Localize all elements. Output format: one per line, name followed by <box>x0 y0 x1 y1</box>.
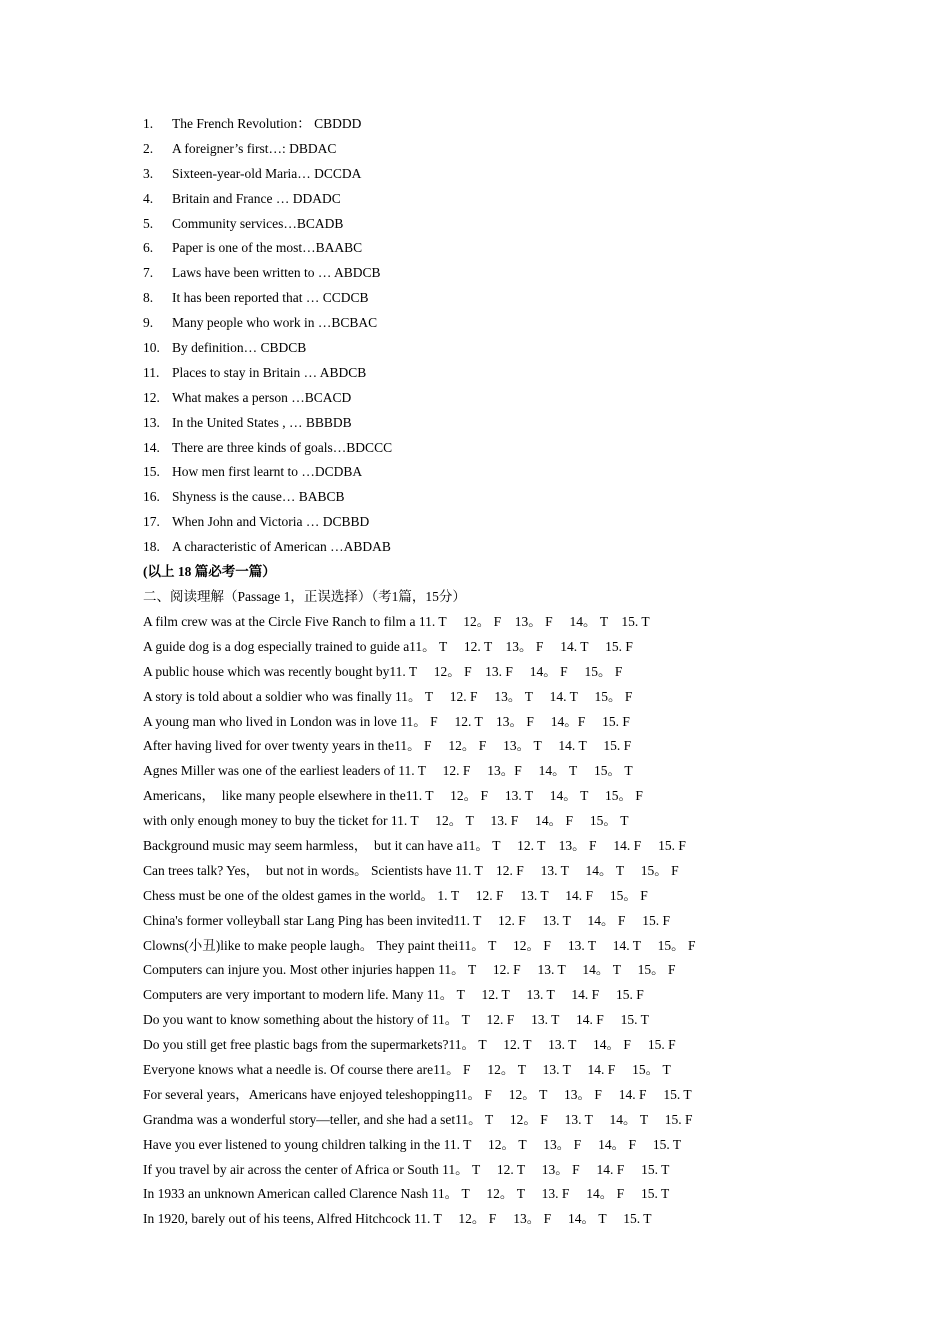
list-item: with only enough money to buy the ticket for 11. T 12。 T 13. F 14。 F 15。 T <box>143 813 629 829</box>
item-number: 16. <box>143 489 160 505</box>
list-item: In 1920, barely out of his teens, Alfred Hitchcock 11. T 12。 F 13。 F 14。 T 15. T <box>143 1211 652 1227</box>
list-item <box>143 512 392 537</box>
section-note: (以上 18 篇必考一篇） <box>143 564 276 579</box>
item-number: 4. <box>143 190 154 206</box>
list-item: Grandma was a wonderful story—teller, and she had a set11。 T 12。 F 13. T 14。 T 15. F <box>143 1111 693 1127</box>
list-item <box>143 438 392 463</box>
list-item: A young man who lived in London was in love 11。 F 12. T 13。 F 14。F 15. F <box>143 713 630 729</box>
list-item <box>143 139 392 164</box>
list-item <box>143 462 392 487</box>
item-text: Many people who work in …BCBAC <box>172 315 378 331</box>
true-false-answer-list <box>143 612 695 1234</box>
item-text: It has been reported that … CCDCB <box>172 290 369 306</box>
list-item: China's former volleyball star Lang Ping has been invited11. T 12. F 13. T 14。 F 15. F <box>143 912 671 928</box>
item-number: 11. <box>143 364 160 380</box>
list-item <box>143 487 392 512</box>
list-item <box>143 214 392 239</box>
item-text: What makes a person …BCACD <box>172 389 352 405</box>
item-text: Places to stay in Britain … ABDCB <box>172 364 367 380</box>
item-number: 17. <box>143 514 160 530</box>
list-item: A guide dog is a dog especially trained to guide a11。 T 12. T 13。 F 14. T 15. F <box>143 638 633 654</box>
list-item <box>143 238 392 263</box>
item-number: 3. <box>143 165 154 181</box>
list-item: Computers are very important to modern life. Many 11。 T 12. T 13. T 14. F 15. F <box>143 987 644 1003</box>
list-item <box>143 413 392 438</box>
item-number: 8. <box>143 290 154 306</box>
item-number: 5. <box>143 215 154 231</box>
item-text: Community services…BCADB <box>172 215 344 231</box>
list-item: Background music may seem harmless， but it can have a11。 T 12. T 13。 F 14. F 15. F <box>143 838 686 854</box>
item-number: 13. <box>143 414 160 430</box>
list-item: Do you want to know something about the history of 11。 T 12. F 13. T 14. F 15. T <box>143 1012 649 1028</box>
item-text: A characteristic of American …ABDAB <box>172 539 391 555</box>
item-text: By definition… CBDCB <box>172 340 307 356</box>
list-item <box>143 537 392 562</box>
list-item: For several years，Americans have enjoyed teleshopping11。 F 12。 T 13。 F 14. F 15. T <box>143 1086 692 1102</box>
item-number: 1. <box>143 116 154 131</box>
item-text: When John and Victoria … DCBBD <box>172 514 370 530</box>
list-item: Agnes Miller was one of the earliest leaders of 11. T 12. F 13。F 14。 T 15。 T <box>143 763 633 779</box>
item-text: How men first learnt to …DCDBA <box>172 464 363 480</box>
item-text: Sixteen-year-old Maria… DCCDA <box>172 165 362 181</box>
list-item: Everyone knows what a needle is. Of course there are11。 F 12。 T 13. T 14. F 15。 T <box>143 1062 671 1078</box>
list-item: After having lived for over twenty years in the11。 F 12。 F 13。 T 14. T 15. F <box>143 738 632 754</box>
list-item: Do you still get free plastic bags from the supermarkets?11。 T 12. T 13. T 14。 F 15. F <box>143 1037 676 1053</box>
item-text: Britain and France … DDADC <box>172 190 341 206</box>
list-item: A story is told about a soldier who was finally 11。 T 12. F 13。 T 14. T 15。 F <box>143 688 633 704</box>
list-item <box>143 388 392 413</box>
item-number: 14. <box>143 439 160 455</box>
list-item: Computers can injure you. Most other injuries happen 11。 T 12. F 13. T 14。 T 15。 F <box>143 962 676 978</box>
list-item <box>143 338 392 363</box>
list-item: If you travel by air across the center of Africa or South 11。 T 12. T 13。 F 14. F 15. T <box>143 1161 670 1177</box>
item-text: A foreigner’s first…: DBDAC <box>172 140 337 156</box>
item-number: 2. <box>143 140 154 156</box>
list-item: Americans， like many people elsewhere in the11. T 12。 F 13. T 14。 T 15。 F <box>143 788 643 804</box>
list-item: A public house which was recently bought by11. T 12。 F 13. F 14。 F 15。 F <box>143 663 623 679</box>
list-item <box>143 313 392 338</box>
section-heading: 二、阅读理解（Passage 1，正误选择）（考1篇，15分） <box>143 589 466 604</box>
item-number: 15. <box>143 464 160 480</box>
item-text: In the United States , … BBBDB <box>172 414 352 430</box>
list-item: In 1933 an unknown American called Clarence Nash 11。 T 12。 T 13. F 14。 F 15. T <box>143 1186 670 1202</box>
list-item <box>143 189 392 214</box>
list-item: Can trees talk? Yes， but not in words。 Scientists have 11. T 12. F 13. T 14。 T 15。 F <box>143 862 679 878</box>
item-number: 7. <box>143 265 154 281</box>
list-item <box>143 164 392 189</box>
item-text: Paper is one of the most…BAABC <box>172 240 363 256</box>
list-item: Clowns(小丑)like to make people laugh。 They paint thei11。 T 12。 F 13. T 14. T 15。 F <box>143 937 696 953</box>
list-item <box>143 263 392 288</box>
list-item <box>143 288 392 313</box>
item-number: 6. <box>143 240 154 256</box>
item-text: The French Revolution： CBDDD <box>172 116 362 131</box>
item-number: 18. <box>143 539 160 555</box>
list-item <box>143 114 392 139</box>
item-number: 12. <box>143 389 160 405</box>
answer-key-list <box>143 114 392 562</box>
item-number: 10. <box>143 340 160 356</box>
list-item: Have you ever listened to young children talking in the 11. T 12。 T 13。 F 14。 F 15. T <box>143 1136 682 1152</box>
item-number: 9. <box>143 315 154 331</box>
item-text: Laws have been written to … ABDCB <box>172 265 381 281</box>
item-text: There are three kinds of goals…BDCCC <box>172 439 393 455</box>
list-item <box>143 363 392 388</box>
list-item: Chess must be one of the oldest games in the world。 1. T 12. F 13. T 14. F 15。 F <box>143 887 648 903</box>
list-item: A film crew was at the Circle Five Ranch to film a 11. T 12。 F 13。 F 14。 T 15. T <box>143 614 650 629</box>
item-text: Shyness is the cause… BABCB <box>172 489 345 505</box>
